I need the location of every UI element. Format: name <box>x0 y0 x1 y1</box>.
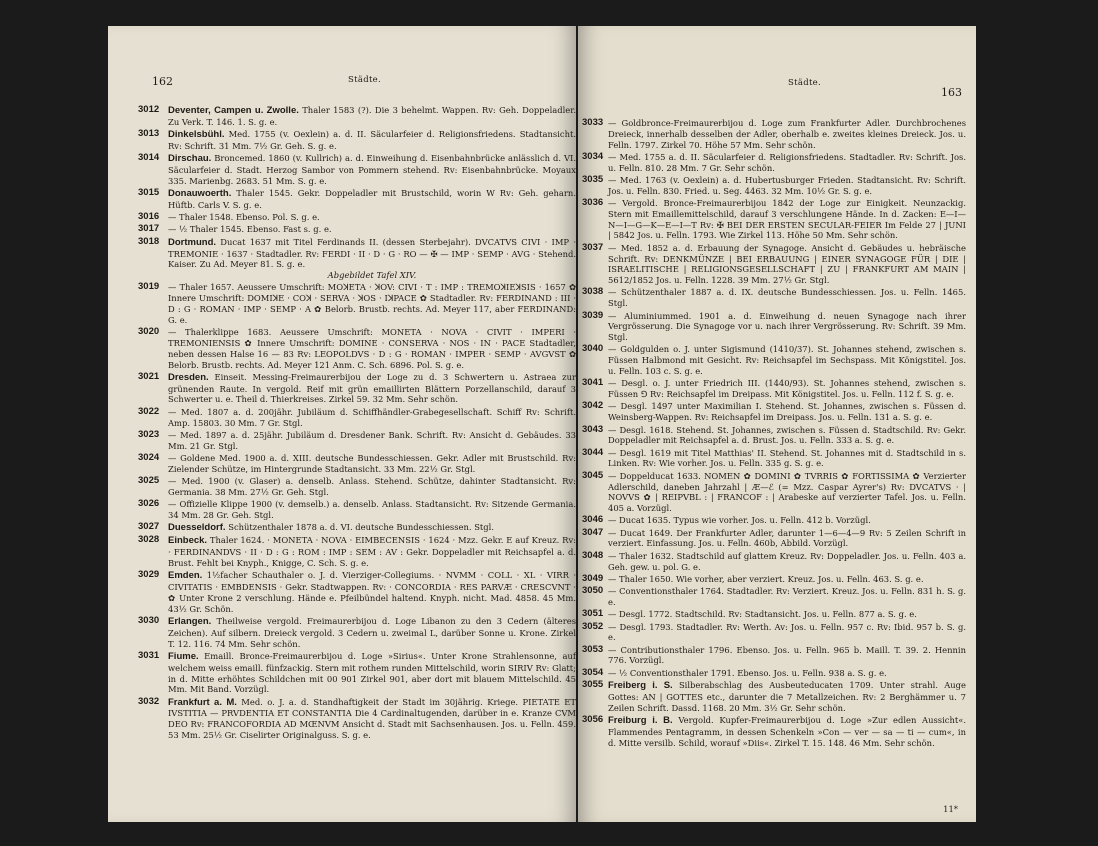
catalog-entry <box>582 378 966 400</box>
entry-description: Thaler 1545. Gekr. Doppeladler mit Brustschild, worin W Rv: Geh. geharn. Hüftb. Carls V. S. g. e. <box>168 188 576 210</box>
entry-place: Fiume. <box>168 650 199 662</box>
catalog-entry <box>582 425 966 447</box>
entry-place: Dresden. <box>168 371 209 383</box>
entry-description: — Goldgulden o. J. unter Sigismund (1410/37). St. Johannes stehend, zwischen s. Füssen Halbmond mit Gesicht. Rv: Reichsapfel im Sechspass. Mit Königstitel. Jos. u. Felln. 103 c. S. g. e. <box>608 344 966 377</box>
entry-description: Thaler 1624. · MONETA · NOVA · EIMBECENSIS · 1624 · Mzz. Gekr. E auf Kreuz. Rv: · FERDINANDVS · II · D : G : ROM : IMP : SEM : AV : Gekr. Doppeladler mit Reichsapfel a. d. Brust. Fehlt bei Knyph., Knigge, C. Sch. S. g. e. <box>168 535 576 569</box>
entry-description: Ducat 1637 mit Titel Ferdinands II. (dessen Sterbejahr). DVCATVS CIVI · IMP · TREMONIE · 1637 · Stadtadler. Rv: FERDI · II · D · G · RO — ✠ — IMP · SEMP · AVG · Stehend. Kaiser. Zu Ad. Meyer 81. S. g. e. <box>168 236 576 270</box>
entry-text <box>608 668 966 679</box>
entry-list <box>582 118 966 750</box>
entry-description: Med. 1755 (v. Oexlein) a. d. II. Säcularfeier d. Religionsfriedens. Stadtansicht. Rv: Schrift. 31 Mm. 7½ Gr. Geh. S. g. e. <box>168 129 576 151</box>
entry-list <box>138 105 576 742</box>
entry-description: — Goldene Med. 1900 a. d. XIII. deutsche Bundesschiessen. Gekr. Adler mit Brustschild. Rv: Zielender Schütze, im Hintergrunde Stadtansicht. 33 Mm. 22½ Gr. Stgl. <box>168 452 576 474</box>
catalog-entry <box>582 243 966 286</box>
entry-number: 3031 <box>138 649 160 661</box>
entry-text <box>608 586 966 608</box>
plate-caption: Abgebildet Tafel XIV. <box>327 270 417 281</box>
entry-number: 3015 <box>138 187 160 199</box>
catalog-entry <box>582 551 966 573</box>
entry-number: 3044 <box>582 446 604 458</box>
entry-number: 3025 <box>138 475 160 486</box>
entry-number: 3050 <box>582 585 604 597</box>
entry-description: — Thaler 1650. Wie vorher, aber verziert. Kreuz. Jos. u. Felln. 463. S. g. e. <box>608 573 924 584</box>
entry-description: Med. o. J. a. d. Standhaftigkeit der Stadt im 30jährig. Kriege. PIETATE ET IVSTITIA — PRVDENTIA ET CONSTANTIA Die 4 Cardinaltugenden, darüber in e. Kranze CVM DEO Rv: FRANCOFORDIA AD MŒNVM Ansicht d. Stadt mit Sachsenhausen. Jos. u. Felln. 459. 53 Mm. 25½ Gr. Ciselirter Originalguss. S. g. e. <box>168 696 576 741</box>
catalog-entry <box>138 327 576 370</box>
entry-description: — Med. 1852 a. d. Erbauung der Synagoge. Ansicht d. Gebäudes u. hebräische Schrift. Rv: DENKMÜNZE | BEI ERBAUUNG | EINER SYNAGOGE FÜR | DIE | ISRAELITISCHE | RELIGIONSGESELLSCHAFT | ZU | FRANKFURT AM MAIN | 5612/1852 Jos. u. Felln. 1228. 39 Mm. 27½ Gr. Stgl. <box>608 242 966 286</box>
entry-number: 3016 <box>138 211 160 223</box>
entry-description: — Offizielle Klippe 1900 (v. demselb.) a. denselb. Anlass. Stadtansicht. Rv: Sitzende Germania. 34 Mm. 28 Gr. Geh. Stgl. <box>168 499 576 520</box>
entry-text <box>168 212 576 223</box>
entry-description: — Med. 1897 a. d. 25jähr. Jubiläum d. Dresdener Bank. Schrift. Rv: Ansicht d. Gebäudes. 33 Mm. 21 Gr. Stgl. <box>168 429 576 451</box>
catalog-entry <box>138 153 576 186</box>
entry-place: Donauwoerth. <box>168 188 232 200</box>
catalog-entry <box>138 212 576 223</box>
entry-text <box>608 448 966 470</box>
entry-number: 3035 <box>582 173 604 185</box>
running-head: Städte. <box>788 78 821 88</box>
entry-place: Dinkelsbühl. <box>168 129 225 141</box>
catalog-entry <box>582 622 966 644</box>
entry-description: — Doppelducat 1633. NOMEN ✿ DOMINI ✿ TVRRIS ✿ FORTISSIMA ✿ Verzierter Adlerschild, daneben Jahrzahl | Æ—ℰ (= Mzz. Caspar Ayrer's) Rv: DVCATVS · | NOVVS ✿ | REIPVBL : | FRANCOF : | Arabeske auf verzierter Tafel. Jos. u. Felln. 405 a. Vorzügl. <box>608 470 966 514</box>
entry-text <box>168 651 576 695</box>
entry-place: Freiburg i. B. <box>608 714 673 726</box>
entry-text <box>608 198 966 241</box>
entry-number: 3022 <box>138 405 160 417</box>
entry-place: Erlangen. <box>168 616 212 628</box>
entry-description: Broncemed. 1860 (v. Kullrich) a. d. Einweihung d. Eisenbahnbrücke anlässlich d. VI. Säcularfeier d. Stadt. Herzog Sambor von Pommern stehend. Rv: Eisenbahnbrücke. Moyaux 335. Marienbg. 2683. 51 Mm. S. g. e. <box>168 153 576 186</box>
entry-number: 3012 <box>138 104 160 115</box>
entry-text <box>168 224 576 235</box>
entry-place: Deventer, Campen u. Zwolle. <box>168 105 299 116</box>
catalog-entry <box>582 175 966 197</box>
entry-number: 3026 <box>138 498 160 510</box>
entry-place: Einbeck. <box>168 535 208 547</box>
entry-text <box>608 118 966 150</box>
entry-text <box>608 609 966 620</box>
catalog-entry <box>582 715 966 748</box>
entry-number: 3055 <box>582 679 604 691</box>
entry-number: 3038 <box>582 286 604 298</box>
entry-description: Theilweise vergold. Freimaurerbijou d. Loge Libanon zu den 3 Cedern (älteres Zeichen). Auf silbern. Dreieck vergold. 3 Cedern u. zweimal L, darüber Sonne u. Krone. Zirkel T. 12. 116. 74 Mm. Sehr schön. <box>168 616 576 649</box>
catalog-entry <box>582 586 966 608</box>
entry-text <box>168 105 576 128</box>
entry-place: Emden. <box>168 570 203 582</box>
entry-number: 3030 <box>138 615 160 627</box>
entry-text <box>168 476 576 498</box>
entry-text <box>608 287 966 309</box>
entry-description: — Vergold. Bronce-Freimaurerbijou 1842 der Loge zur Einigkeit. Neunzackig. Stern mit Emaillemittelschild, darauf 3 verschlungene Hände. In d. Zacken: E—I—N—I—G—K—E—I—T Rv: ✠ BEI DER ERSTEN SECULAR-FEIER Im Felde 27 | JUNI | 5842 Jos. u. Felln. 1793. Wie Zirkel 113. Höhe 50 Mm. Sehr schön. <box>608 198 966 241</box>
entry-description: — Desgl. 1772. Stadtschild. Rv: Stadtansicht. Jos. u. Felln. 877 a. S. g. e. <box>608 609 917 620</box>
entry-description: — Goldbronce-Freimaurerbijou d. Loge zum Frankfurter Adler. Durchbrochenes Dreieck, innerhalb desselben der Adler, oberhalb e. zweites kleines Dreieck. Jos. u. Felln. 1797. Zirkel 70. Höhe 57 Mm. Sehr schön. <box>608 118 966 150</box>
entry-description: — Desgl. 1618. Stehend. St. Johannes, zwischen s. Füssen d. Stadtschild. Rv: Gekr. Doppeladler mit Reichsapfel a. d. Brust. Jos. u. Felln. 333 a. S. g. e. <box>608 424 966 446</box>
catalog-entry <box>582 609 966 620</box>
entry-place: Frankfurt a. M. <box>168 696 237 708</box>
entry-number: 3027 <box>138 521 160 533</box>
entry-text <box>608 243 966 286</box>
page-number: 162 <box>152 75 173 88</box>
running-head: Städte. <box>348 75 381 85</box>
entry-number: 3018 <box>138 235 160 247</box>
entry-text <box>608 551 966 573</box>
catalog-entry <box>138 570 576 614</box>
entry-number: 3017 <box>138 223 160 235</box>
entry-text <box>168 499 576 521</box>
catalog-entry <box>138 407 576 429</box>
entry-number: 3024 <box>138 451 160 463</box>
entry-description: Silberabschlag des Ausbeuteducaten 1709. Unter strahl. Auge Gottes: AN | GOTTES etc., darunter die 7 Metallzeichen. Rv: 2 Berghämmer u. 7 Zeilen Schrift. Dassd. 1168. 20 Mm. 3½ Gr. Sehr schön. <box>608 680 966 713</box>
catalog-entry <box>582 680 966 713</box>
entry-text <box>168 453 576 475</box>
entry-number: 3023 <box>138 428 160 440</box>
entry-description: — Thaler 1657. Aeussere Umschrift: MOꓘETA · ꓘOV: CIVI · T : IMP : TREMOꓘIEꓘSIS · 1657 ✿ Innere Umschrift: DOMIꓘE · COꓘ · SERVA · ꓘOS · IꓘPACE ✿ Stadtadler. Rv: FERDINAND : III · D : G · ROMAN · IMP · SEMP · A ✿ Belorb. Brustb. rechts. Ad. Meyer 117, aber FERDINAND: G. e. <box>168 282 576 325</box>
entry-text <box>168 129 576 152</box>
entry-number: 3053 <box>582 643 604 655</box>
entry-text <box>608 425 966 447</box>
catalog-entry <box>582 528 966 550</box>
entry-place: Dirschau. <box>168 153 212 165</box>
entry-place: Dortmund. <box>168 236 217 248</box>
entry-text <box>608 574 966 585</box>
entry-number: 3049 <box>582 572 604 584</box>
catalog-entry <box>582 515 966 526</box>
catalog-entry <box>138 105 576 128</box>
catalog-entry <box>138 188 576 211</box>
catalog-entry <box>582 152 966 174</box>
entry-description: — Med. 1763 (v. Oexlein) a. d. Hubertusburger Frieden. Stadtansicht. Rv: Schrift. Jos. u. Felln. 830. Fried. u. Seg. 4463. 32 Mm. 10½ Gr. S. g. e. <box>608 174 966 196</box>
entry-description: — Med. 1755 a. d. II. Säcularfeier d. Religionsfriedens. Stadtadler. Rv: Schrift. Jos. u. Felln. 810. 28 Mm. 7 Gr. Sehr schön. <box>608 151 966 173</box>
entry-text <box>608 680 966 713</box>
entry-text <box>608 528 966 550</box>
catalog-entry <box>138 237 576 281</box>
entry-description: — ½ Conventionsthaler 1791. Ebenso. Jos. u. Felln. 938 a. S. g. e. <box>608 667 887 678</box>
entry-description: 1½facher Schauthaler o. J. d. Vierziger-Collegiums. · NVMM · COLL · XL · VIRR · CIVITATIS · EMBDENSIS · Gekr. Stadtwappen. Rv: · CONCORDIA · RES PARVÆ · CRESCVNT · ✿ Unter Krone 2 verschlung. Hände e. Pfeilbündel haltend. Knyph. nicht. Mad. 4858. 45 Mm. 43½ Gr. Schön. <box>168 570 576 614</box>
entry-description: — Ducat 1649. Der Frankfurter Adler, darunter 1—6—4—9 Rv: 5 Zeilen Schrift in verziert. Einfassung. Jos. u. Felln. 460b, Abbild. Vorzügl. <box>608 527 966 549</box>
entry-text <box>168 237 576 281</box>
entry-text <box>608 401 966 423</box>
catalog-entry <box>582 471 966 514</box>
entry-description: — Desgl. 1497 unter Maximilian I. Stehend. St. Johannes, zwischen s. Füssen d. Weinsberg-Wappen. Rv: Reichsapfel im Dreipass. Jos. u. Felln. 131 a. S. g. e. <box>608 401 966 423</box>
entry-description: Schützenthaler 1878 a. d. VI. deutsche Bundesschiessen. Stgl. <box>225 522 494 533</box>
entry-description: — Thaler 1632. Stadtschild auf glattem Kreuz. Rv: Doppeladler. Jos. u. Felln. 403 a. Geh. gew. u. pol. G. e. <box>608 550 966 572</box>
catalog-entry <box>138 499 576 521</box>
catalog-entry <box>582 401 966 423</box>
entry-place: Freiberg i. S. <box>608 680 673 692</box>
entry-description: — Med. 1900 (v. Glaser) a. denselb. Anlass. Stehend. Schütze, dahinter Stadtansicht. Rv: Germania. 38 Mm. 27½ Gr. Geh. Stgl. <box>168 476 576 497</box>
entry-number: 3033 <box>582 117 604 128</box>
entry-text <box>168 616 576 649</box>
entry-description: Einseit. Messing-Freimaurerbijou der Loge zu d. 3 Schwertern u. Astraea zur grünenden Raute. In vergold. Reif mit grün emaillirten Blättern Porzellanschild, darauf 3 Schwerter u. e. Theil d. Thierkreises. Zirkel 59. 32 Mm. Sehr schön. <box>168 371 576 405</box>
entry-number: 3052 <box>582 620 604 632</box>
entry-number: 3036 <box>582 197 604 209</box>
entry-description: — Thalerklippe 1683. Aeussere Umschrift: MONETA · NOVA · CIVIT · IMPERI · TREMONIENSIS ✿ Innere Umschrift: DOMINE · CONSERVA · NOS · IN · PACE Stadtadler, neben dessen Halse 16 — 83 Rv: LEOPOLDVS · D : G · ROMAN · IMPER · SEMP · AVGVST ✿ Belorb. Brustb. rechts. Ad. Meyer 121 Anm. C. Sch. 6896. Pol. S. g. e. <box>168 327 576 370</box>
right-page <box>578 26 976 822</box>
entry-text <box>168 327 576 370</box>
entry-description: Vergold. Kupfer-Freimaurerbijou d. Loge »Zur edlen Aussicht«. Flammendes Pentagramm, in dessen Schenkeln »Con — ver — sa — ti — cum«, in d. Mitte versilb. Schild, worauf »Diis«. Zirkel T. 15. 148. 46 Mm. Sehr schön. <box>608 714 966 748</box>
entry-number: 3041 <box>582 377 604 389</box>
entry-description: — Med. 1807 a. d. 200jähr. Jubiläum d. Schiffhändler-Grabegesellschaft. Schiff Rv: Schrift. Amp. 15803. 30 Mm. 7 Gr. Stgl. <box>168 406 576 428</box>
catalog-entry <box>138 476 576 498</box>
entry-description: Thaler 1583 (?). Die 3 behelmt. Wappen. Rv: Geh. Doppeladler. Zu Verk. T. 146. 1. S. g. e. <box>168 105 576 127</box>
entry-number: 3040 <box>582 343 604 355</box>
catalog-entry <box>138 372 576 405</box>
entry-description: — Desgl. 1793. Stadtadler. Rv: Werth. Av: Jos. u. Felln. 957 c. Rv: Ibid. 957 b. S. g. e. <box>608 621 966 643</box>
catalog-entry <box>582 645 966 667</box>
entry-description: — Aluminiummed. 1901 a. d. Einweihung d. neuen Synagoge nach ihrer Vergrösserung. Die Synagoge vor u. nach ihrer Vergrösserung. Rv: Schrift. 39 Mm. Stgl. <box>608 310 966 343</box>
entry-description: — Thaler 1548. Ebenso. Pol. S. g. e. <box>168 212 320 223</box>
entry-number: 3020 <box>138 326 160 338</box>
entry-number: 3047 <box>582 526 604 538</box>
entry-text <box>608 645 966 667</box>
entry-description: — Conventionsthaler 1764. Stadtadler. Rv: Verziert. Kreuz. Jos. u. Felln. 831 h. S. g. e. <box>608 586 966 607</box>
left-page <box>108 26 576 822</box>
entry-description: Emaill. Bronce-Freimaurerbijou d. Loge »Sirius«. Unter Krone Strahlensonne, auf welchem weiss emaill. fünfzackig. Stern mit rothem runden Mittelschild, worin SIRIV Rv: Glatt; in d. Mitte erhöhtes Schildchen mit 00 901 Zirkel 901, aber dort mit blauem Mittelschild. 45 Mm. Mit Band. Vorzügl. <box>168 650 576 695</box>
catalog-entry <box>582 287 966 309</box>
catalog-entry <box>138 697 576 741</box>
entry-text <box>608 152 966 174</box>
entry-text <box>168 522 576 534</box>
entry-text <box>168 372 576 405</box>
catalog-entry <box>582 118 966 150</box>
entry-number: 3048 <box>582 549 604 561</box>
catalog-entry <box>582 198 966 241</box>
entry-text <box>168 697 576 741</box>
entry-number: 3014 <box>138 152 160 164</box>
catalog-entry <box>138 651 576 695</box>
entry-text <box>168 188 576 211</box>
entry-description: — Desgl. 1619 mit Titel Matthias' II. Stehend. St. Johannes mit d. Stadtschild in s. Linken. Rv: Wie vorher. Jos. u. Felln. 335 g. S. g. e. <box>608 447 966 469</box>
entry-text <box>168 407 576 429</box>
entry-number: 3028 <box>138 534 160 546</box>
entry-description: — Contributionsthaler 1796. Ebenso. Jos. u. Felln. 965 b. Maill. T. 39. 2. Hennin 776. Vorzügl. <box>608 644 966 666</box>
entry-text <box>168 282 576 325</box>
entry-text <box>608 378 966 400</box>
catalog-entry <box>582 668 966 679</box>
entry-text <box>608 515 966 526</box>
catalog-entry <box>138 282 576 325</box>
entry-text <box>608 715 966 748</box>
entry-number: 3054 <box>582 666 604 678</box>
catalog-entry <box>138 430 576 452</box>
entry-number: 3019 <box>138 281 160 293</box>
entry-number: 3029 <box>138 569 160 581</box>
catalog-entry <box>138 522 576 534</box>
catalog-entry <box>582 574 966 585</box>
entry-text <box>168 430 576 452</box>
entry-description: — ½ Thaler 1545. Ebenso. Fast s. g. e. <box>168 224 332 235</box>
entry-number: 3042 <box>582 400 604 412</box>
catalog-entry <box>138 129 576 152</box>
entry-description: — Desgl. o. J. unter Friedrich III. (1440/93). St. Johannes stehend, zwischen s. Füssen ⅁ Rv: Reichsapfel im Dreipass. Mit Königstitel. Jos. u. Felln. 112 f. S. g. e. <box>608 378 966 400</box>
entry-number: 3039 <box>582 309 604 321</box>
catalog-entry <box>582 311 966 343</box>
page-number: 163 <box>941 86 962 99</box>
entry-text <box>168 570 576 614</box>
entry-text <box>608 175 966 197</box>
entry-number: 3032 <box>138 695 160 707</box>
entry-text <box>608 622 966 644</box>
entry-number: 3013 <box>138 128 160 140</box>
catalog-entry <box>138 224 576 235</box>
entry-number: 3056 <box>582 713 604 725</box>
entry-number: 3051 <box>582 608 604 620</box>
catalog-entry <box>582 344 966 376</box>
entry-description: — Ducat 1635. Typus wie vorher. Jos. u. Felln. 412 b. Vorzügl. <box>608 515 871 526</box>
entry-number: 3034 <box>582 150 604 162</box>
entry-description: — Schützenthaler 1887 a. d. IX. deutsche Bundesschiessen. Jos. u. Felln. 1465. Stgl. <box>608 287 966 309</box>
catalog-entry <box>138 535 576 568</box>
entry-text <box>168 535 576 568</box>
entry-number: 3043 <box>582 423 604 435</box>
entry-place: Duesseldorf. <box>168 522 226 534</box>
entry-text <box>608 311 966 343</box>
entry-number: 3046 <box>582 514 604 526</box>
signature-mark: 11* <box>943 804 958 814</box>
entry-number: 3021 <box>138 370 160 382</box>
entry-text <box>608 471 966 514</box>
entry-text <box>168 153 576 186</box>
entry-text <box>608 344 966 376</box>
catalog-entry <box>582 448 966 470</box>
catalog-entry <box>138 616 576 649</box>
catalog-entry <box>138 453 576 475</box>
entry-number: 3037 <box>582 241 604 253</box>
entry-number: 3045 <box>582 469 604 481</box>
